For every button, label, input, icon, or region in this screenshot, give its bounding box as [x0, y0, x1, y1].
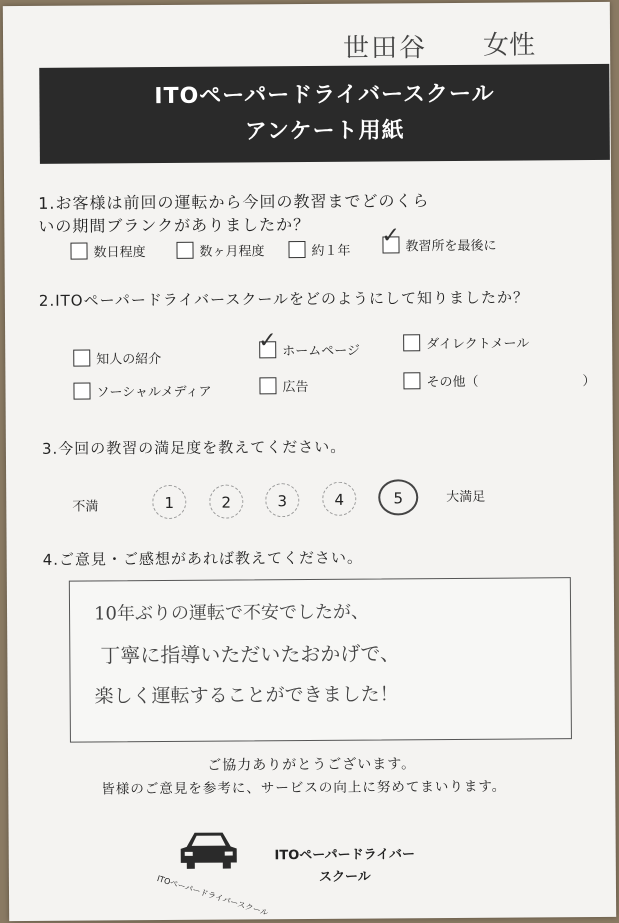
checkbox[interactable]	[403, 334, 420, 351]
checkbox[interactable]	[259, 377, 276, 394]
logo-arc-text: ITOペーパードライバースクール	[155, 874, 270, 918]
checkbox[interactable]	[73, 383, 90, 400]
question-2: 2.ITOペーパードライバースクールをどのようにして知りましたか？	[38, 288, 530, 310]
q2-option-6[interactable]	[403, 370, 595, 390]
q2-option-4[interactable]	[73, 381, 211, 401]
handwritten-gender: 女性	[482, 30, 536, 61]
title-banner	[39, 64, 610, 164]
rating-4[interactable]: 4	[322, 482, 356, 516]
checkbox[interactable]	[70, 243, 87, 260]
logo-name-line-1: ITOペーパードライバー	[274, 847, 416, 864]
survey-sheet	[3, 2, 616, 921]
q1-option-2[interactable]	[176, 240, 264, 260]
rating-2[interactable]: 2	[209, 484, 243, 518]
logo-name-line-2: スクール	[318, 869, 371, 885]
question-4: 4.ご意見・ご感想があれば教えてください。	[42, 548, 364, 569]
handwritten-name: 世田谷	[343, 33, 428, 64]
title-line-2: アンケート用紙	[244, 118, 405, 145]
check-mark-icon: ✓	[381, 223, 400, 249]
rating-1[interactable]: 1	[152, 485, 186, 519]
scale-low-label: 不満	[72, 499, 99, 515]
option-label: ソーシャルメディア	[96, 384, 212, 401]
checkbox-checked[interactable]	[258, 328, 277, 358]
comment-line-3: 楽しく運転することができました！	[94, 683, 399, 708]
option-label: 広告	[282, 380, 309, 396]
checkbox[interactable]	[403, 372, 420, 389]
q2-option-1[interactable]	[73, 348, 161, 368]
comment-line-2: 丁寧に指導いただいたおかげで、	[100, 641, 401, 668]
scale-high-label: 大満足	[446, 489, 486, 506]
q1-option-4[interactable]	[381, 223, 497, 255]
option-label: ホームページ	[282, 343, 361, 360]
option-label: 約１年	[311, 243, 351, 259]
checkbox[interactable]	[176, 242, 193, 259]
q2-option-5[interactable]	[259, 376, 308, 395]
option-label: その他（ ）	[426, 374, 596, 391]
rating-5-selected[interactable]: 5	[378, 479, 418, 515]
question-3: 3.今回の教習の満足度を教えてください。	[41, 437, 347, 458]
option-label: 数ヶ月程度	[199, 244, 265, 260]
option-label: 数日程度	[93, 245, 146, 261]
title-line-1: ITOペーパードライバースクール	[154, 81, 495, 110]
service-line: 皆様のご意見を参考に、サービスの向上に努めてまいります。	[101, 778, 507, 798]
q1-option-1[interactable]	[70, 241, 145, 261]
comment-box[interactable]	[69, 577, 572, 743]
check-mark-icon: ✓	[258, 328, 277, 354]
rating-3[interactable]: 3	[265, 483, 299, 517]
checkbox-checked[interactable]	[381, 223, 400, 253]
checkbox[interactable]	[73, 350, 90, 367]
q2-option-3[interactable]	[403, 332, 529, 352]
option-label: ダイレクトメール	[426, 336, 530, 353]
q2-option-2[interactable]	[258, 328, 361, 360]
comment-line-1: 10年ぶりの運転で不安でしたが、	[93, 601, 370, 625]
question-1-line-1: 1.お客様は前回の運転から今回の教習までどのくら	[38, 191, 430, 213]
option-label: 教習所を最後に	[405, 238, 497, 255]
school-logo	[155, 824, 270, 918]
checkbox[interactable]	[288, 241, 305, 258]
thanks-line: ご協力ありがとうございます。	[207, 756, 417, 774]
option-label: 知人の紹介	[96, 352, 162, 368]
q1-option-3[interactable]	[288, 240, 350, 259]
question-1-line-2: いの期間ブランクがありましたか？	[38, 214, 311, 236]
